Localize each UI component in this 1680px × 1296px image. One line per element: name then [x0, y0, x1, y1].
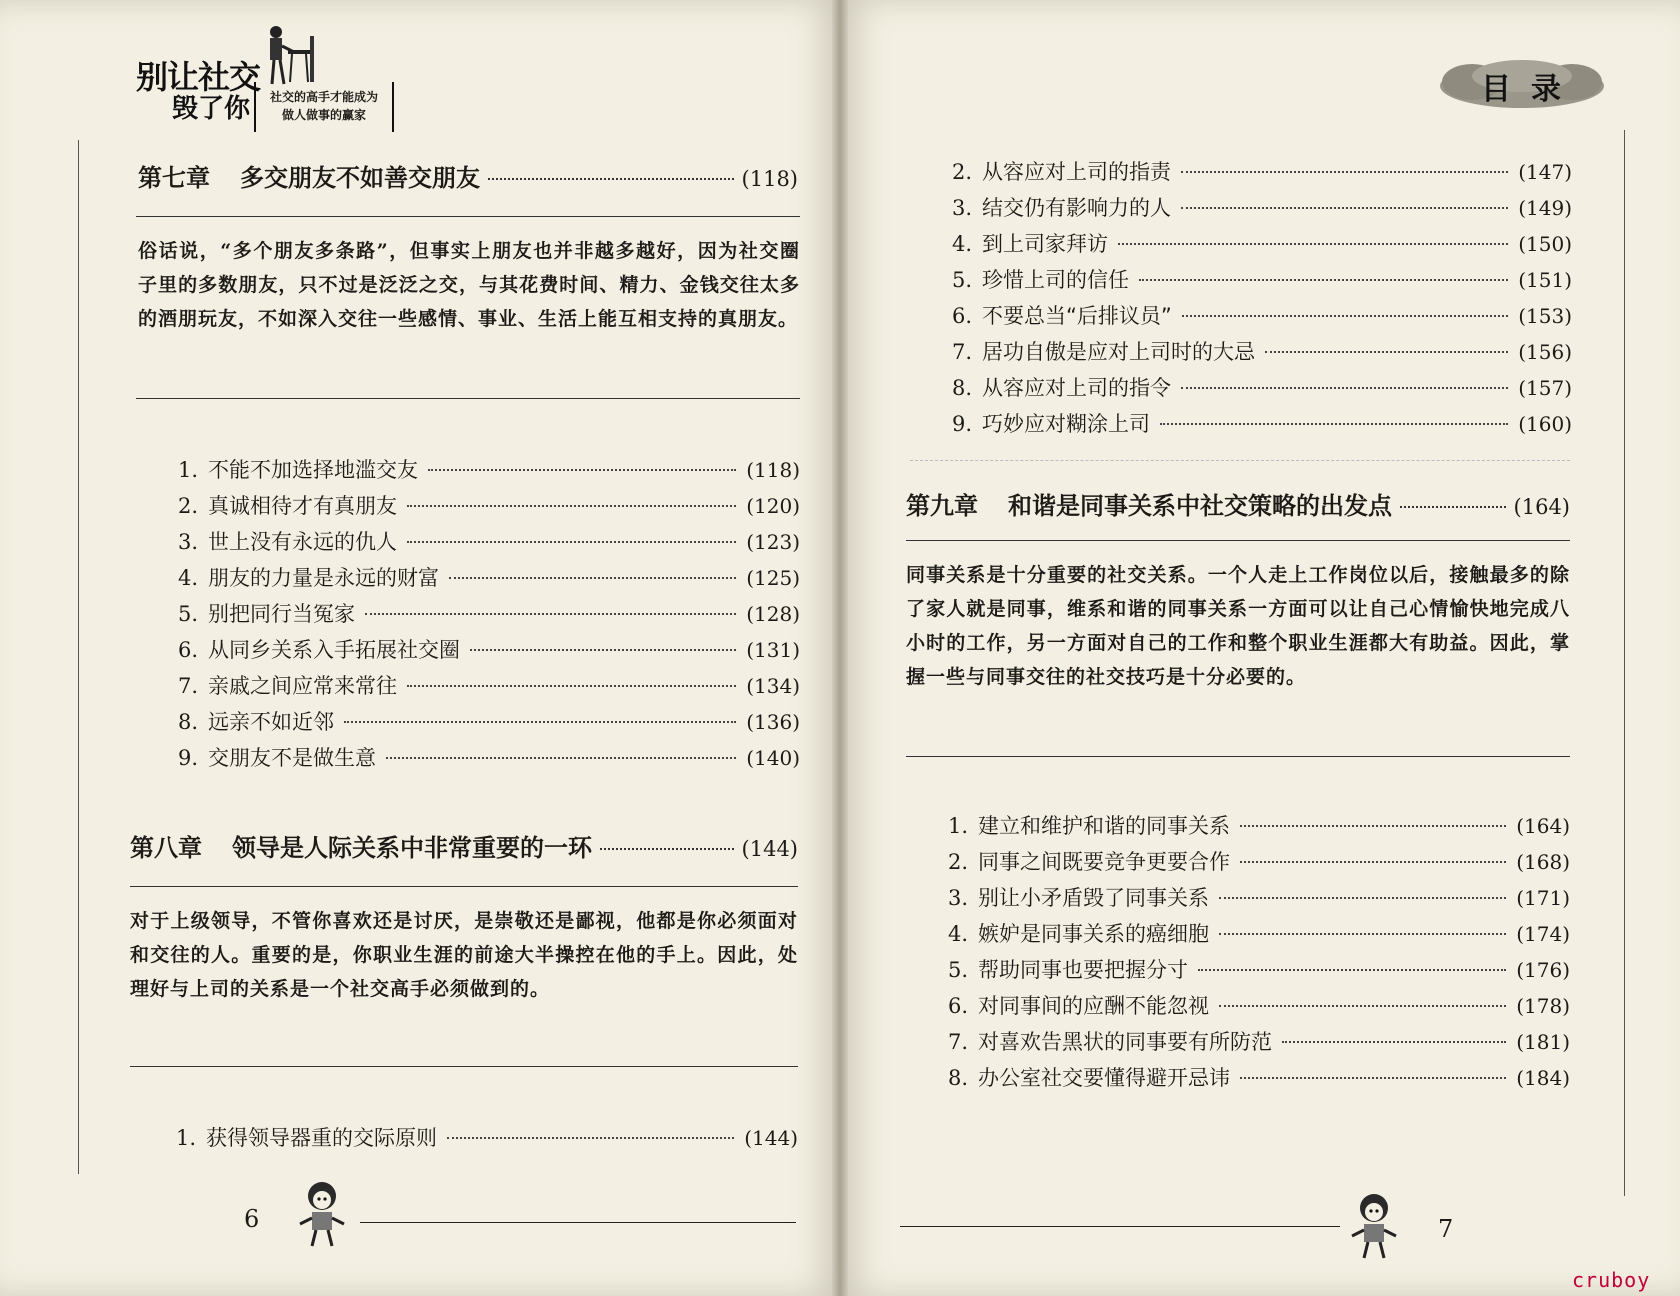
- leader-dots: [600, 848, 734, 850]
- toc-entry-number: 1.: [176, 1126, 197, 1150]
- toc-entry[interactable]: [176, 1122, 798, 1158]
- leader-dots: [1219, 1005, 1506, 1007]
- toc-entry-title: 远亲不如近邻: [208, 710, 334, 734]
- leader-dots: [1182, 315, 1508, 317]
- toc-entry-page: (134): [746, 674, 800, 698]
- divider: [130, 1066, 798, 1067]
- right-margin-rule: [1624, 130, 1625, 1196]
- toc-entry-page: (131): [746, 638, 800, 662]
- toc-entry-title: 别把同行当冤家: [208, 602, 355, 626]
- toc-entry-number: 3.: [178, 530, 199, 554]
- toc-entry-number: 8.: [178, 710, 199, 734]
- chapter9-heading[interactable]: [906, 486, 1570, 521]
- toc-entry-page: (149): [1518, 196, 1572, 220]
- leader-dots: [1198, 969, 1506, 971]
- toc-entry-title: 获得领导器重的交际原则: [206, 1126, 437, 1150]
- toc-entry[interactable]: [952, 228, 1572, 264]
- toc-entry[interactable]: [178, 706, 800, 742]
- toc-entry-page: (168): [1516, 850, 1570, 874]
- toc-entry[interactable]: [178, 742, 800, 778]
- chapter8-number: 第八章: [130, 833, 202, 862]
- leader-dots: [1400, 506, 1506, 508]
- toc-entry[interactable]: [948, 954, 1570, 990]
- toc-entry-number: 4.: [948, 922, 969, 946]
- leader-dots: [1219, 897, 1506, 899]
- toc-entry-page: (118): [746, 458, 800, 482]
- toc-entry-title: 珍惜上司的信任: [982, 268, 1129, 292]
- leader-dots: [1118, 243, 1508, 245]
- toc-entry-number: 5.: [178, 602, 199, 626]
- toc-entry[interactable]: [952, 408, 1572, 444]
- toc-entry-page: (140): [746, 746, 800, 770]
- toc-entry-page: (178): [1516, 994, 1570, 1018]
- chapter7-number: 第七章: [138, 163, 210, 192]
- leader-dots: [470, 649, 736, 651]
- toc-entry[interactable]: [948, 882, 1570, 918]
- toc-entry-page: (128): [746, 602, 800, 626]
- divider: [906, 756, 1570, 757]
- book-spine: [832, 0, 848, 1296]
- toc-entry[interactable]: [948, 810, 1570, 846]
- toc-entry-number: 6.: [178, 638, 199, 662]
- footer-rule-left: [360, 1222, 796, 1223]
- toc-entry-page: (176): [1516, 958, 1570, 982]
- toc-entry-title: 从容应对上司的指令: [982, 376, 1171, 400]
- page-number-right: 7: [1438, 1215, 1454, 1243]
- book-title-line1: 别让社交: [136, 58, 261, 96]
- toc-entry[interactable]: [952, 300, 1572, 336]
- toc-entry[interactable]: [952, 264, 1572, 300]
- toc-entry-number: 9.: [178, 746, 199, 770]
- toc-entry-number: 2.: [948, 850, 969, 874]
- toc-entry[interactable]: [178, 670, 800, 706]
- toc-entry-title: 巧妙应对糊涂上司: [982, 412, 1150, 436]
- leader-dots: [1240, 861, 1506, 863]
- chapter8-heading[interactable]: [130, 828, 798, 863]
- leader-dots: [386, 757, 736, 759]
- book-logo: [126, 22, 426, 132]
- toc-entry-number: 2.: [178, 494, 199, 518]
- toc-entry-page: (156): [1518, 340, 1572, 364]
- toc-entry-title: 从容应对上司的指责: [982, 160, 1171, 184]
- leader-dots: [365, 613, 736, 615]
- toc-entry-number: 8.: [948, 1066, 969, 1090]
- toc-entry[interactable]: [178, 634, 800, 670]
- toc-entry[interactable]: [178, 598, 800, 634]
- chapter9-number: 第九章: [906, 491, 978, 520]
- toc-entry-number: 9.: [952, 412, 973, 436]
- divider: [136, 216, 800, 217]
- toc-entry-title: 办公室社交要懂得避开忌讳: [978, 1066, 1230, 1090]
- toc-entry-page: (174): [1516, 922, 1570, 946]
- leader-dots: [449, 577, 736, 579]
- toc-entry-number: 6.: [948, 994, 969, 1018]
- watermark-text: cruboy: [1572, 1268, 1651, 1292]
- toc-entry-number: 1.: [178, 458, 199, 482]
- toc-entry-title: 亲戚之间应常来常往: [208, 674, 397, 698]
- toc-title: 目录: [1481, 72, 1581, 107]
- toc-entry-title: 建立和维护和谐的同事关系: [978, 814, 1230, 838]
- toc-entry-title: 到上司家拜访: [982, 232, 1108, 256]
- toc-entry-title: 居功自傲是应对上司时的大忌: [982, 340, 1255, 364]
- toc-entry[interactable]: [952, 156, 1572, 192]
- toc-entry-title: 从同乡关系入手拓展社交圈: [208, 638, 460, 662]
- toc-entry-number: 6.: [952, 304, 973, 328]
- leader-dots: [407, 505, 736, 507]
- toc-entry[interactable]: [178, 562, 800, 598]
- toc-entry-page: (164): [1516, 814, 1570, 838]
- chapter8-intro: 对于上级领导，不管你喜欢还是讨厌，是崇敬还是鄙视，他都是你必须面对和交往的人。重要的是，你职业生涯的前途大半操控在他的手上。因此，处理好与上司的关系是一个社交高手必须做到的。: [130, 910, 798, 1000]
- toc-entry[interactable]: [178, 490, 800, 526]
- chapter9-toc-list: [948, 810, 1570, 1098]
- leader-dots: [1181, 171, 1508, 173]
- chapter7-title: 多交朋友不如善交朋友: [240, 163, 480, 192]
- toc-entry-number: 7.: [952, 340, 973, 364]
- toc-entry-number: 7.: [178, 674, 199, 698]
- toc-entry-page: (147): [1518, 160, 1572, 184]
- chapter7-heading[interactable]: [138, 158, 798, 193]
- chapter7-intro: 俗话说，“多个朋友多条路”，但事实上朋友也并非越多越好，因为社交圈子里的多数朋友，只不过是泛泛之交，与其花费时间、精力、金钱交往太多的酒朋玩友，不如深入交往一些感情、事业、生活上能互相支持的真朋友。: [138, 240, 800, 330]
- toc-entry[interactable]: [952, 372, 1572, 408]
- chapter9-intro: 同事关系是十分重要的社交关系。一个人走上工作岗位以后，接触最多的除了家人就是同事，维系和谐的同事关系一方面可以让自己心情愉快地完成八小时的工作，另一方面对自己的工作和整个职业生涯都大有助益。因此，掌握一些与同事交往的社交技巧是十分必要的。: [906, 564, 1570, 688]
- toc-entry-title: 结交仍有影响力的人: [982, 196, 1171, 220]
- toc-entry-page: (181): [1516, 1030, 1570, 1054]
- leader-dots: [1282, 1041, 1506, 1043]
- toc-entry-title: 对喜欢告黑状的同事要有所防范: [978, 1030, 1272, 1054]
- toc-entry-number: 7.: [948, 1030, 969, 1054]
- toc-entry-title: 不能不加选择地滥交友: [208, 458, 418, 482]
- toc-entry-page: (160): [1518, 412, 1572, 436]
- kid-mascot-icon: [292, 1178, 352, 1250]
- chapter8-cont-toc-list: [952, 156, 1572, 444]
- footer-rule-right: [900, 1226, 1340, 1227]
- toc-entry-number: 3.: [952, 196, 973, 220]
- divider: [136, 398, 800, 399]
- toc-entry[interactable]: [952, 192, 1572, 228]
- toc-entry-page: (123): [746, 530, 800, 554]
- toc-entry-number: 1.: [948, 814, 969, 838]
- leader-dots: [1240, 825, 1506, 827]
- leader-dots: [1139, 279, 1508, 281]
- toc-entry-page: (184): [1516, 1066, 1570, 1090]
- leader-dots: [407, 541, 736, 543]
- toc-entry-page: (120): [746, 494, 800, 518]
- chapter9-title: 和谐是同事关系中社交策略的出发点: [1008, 491, 1392, 520]
- leader-dots: [1181, 387, 1508, 389]
- book-subtitle-line2: 做人做事的赢家: [281, 108, 366, 122]
- toc-entry[interactable]: [948, 846, 1570, 882]
- toc-entry[interactable]: [178, 454, 800, 490]
- toc-entry-page: (171): [1516, 886, 1570, 910]
- toc-entry-number: 3.: [948, 886, 969, 910]
- chapter8-page: (144): [741, 837, 798, 861]
- toc-entry-page: (153): [1518, 304, 1572, 328]
- toc-entry-number: 8.: [952, 376, 973, 400]
- toc-entry-title: 嫉妒是同事关系的癌细胞: [978, 922, 1209, 946]
- toc-entry-page: (136): [746, 710, 800, 734]
- leader-dots: [344, 721, 736, 723]
- toc-entry-number: 4.: [952, 232, 973, 256]
- leader-dots: [488, 178, 734, 180]
- page-number-left: 6: [244, 1205, 260, 1233]
- toc-entry[interactable]: [948, 918, 1570, 954]
- toc-entry-page: (150): [1518, 232, 1572, 256]
- leader-dots: [1181, 207, 1508, 209]
- toc-entry[interactable]: [948, 990, 1570, 1026]
- toc-entry[interactable]: [948, 1062, 1570, 1098]
- toc-entry-number: 2.: [952, 160, 973, 184]
- leader-dots: [1160, 423, 1508, 425]
- toc-entry-title: 交朋友不是做生意: [208, 746, 376, 770]
- chapter8-toc-list: [176, 1122, 798, 1158]
- toc-entry[interactable]: [178, 526, 800, 562]
- toc-entry[interactable]: [948, 1026, 1570, 1062]
- faint-divider: [910, 460, 1570, 461]
- book-title-line2: 毁了你: [172, 94, 251, 124]
- toc-entry-title: 不要总当“后排议员”: [982, 304, 1172, 328]
- toc-entry-title: 真诚相待才有真朋友: [208, 494, 397, 518]
- toc-entry-number: 5.: [948, 958, 969, 982]
- toc-entry-page: (157): [1518, 376, 1572, 400]
- toc-entry-number: 4.: [178, 566, 199, 590]
- leader-dots: [407, 685, 736, 687]
- toc-entry-title: 朋友的力量是永远的财富: [208, 566, 439, 590]
- chapter9-page: (164): [1513, 495, 1570, 519]
- chapter7-toc-list: [178, 454, 800, 778]
- toc-entry-page: (125): [746, 566, 800, 590]
- leader-dots: [447, 1137, 734, 1139]
- toc-entry-number: 5.: [952, 268, 973, 292]
- left-margin-rule: [78, 140, 79, 1174]
- leader-dots: [1219, 933, 1506, 935]
- kid-mascot-icon: [1344, 1190, 1404, 1262]
- book-subtitle: [254, 82, 394, 132]
- leader-dots: [1240, 1077, 1506, 1079]
- leader-dots: [1265, 351, 1508, 353]
- leader-dots: [428, 469, 736, 471]
- toc-entry[interactable]: [952, 336, 1572, 372]
- book-subtitle-line1: 社交的高手才能成为: [269, 90, 378, 104]
- divider: [130, 886, 798, 887]
- chapter8-title: 领导是人际关系中非常重要的一环: [232, 833, 592, 862]
- toc-entry-title: 对同事间的应酬不能忽视: [978, 994, 1209, 1018]
- toc-entry-title: 世上没有永远的仇人: [208, 530, 397, 554]
- divider: [906, 540, 1570, 541]
- chapter7-page: (118): [741, 167, 798, 191]
- toc-entry-page: (144): [744, 1126, 798, 1150]
- toc-entry-title: 别让小矛盾毁了同事关系: [978, 886, 1209, 910]
- toc-entry-title: 帮助同事也要把握分寸: [978, 958, 1188, 982]
- toc-entry-page: (151): [1518, 268, 1572, 292]
- toc-entry-title: 同事之间既要竞争更要合作: [978, 850, 1230, 874]
